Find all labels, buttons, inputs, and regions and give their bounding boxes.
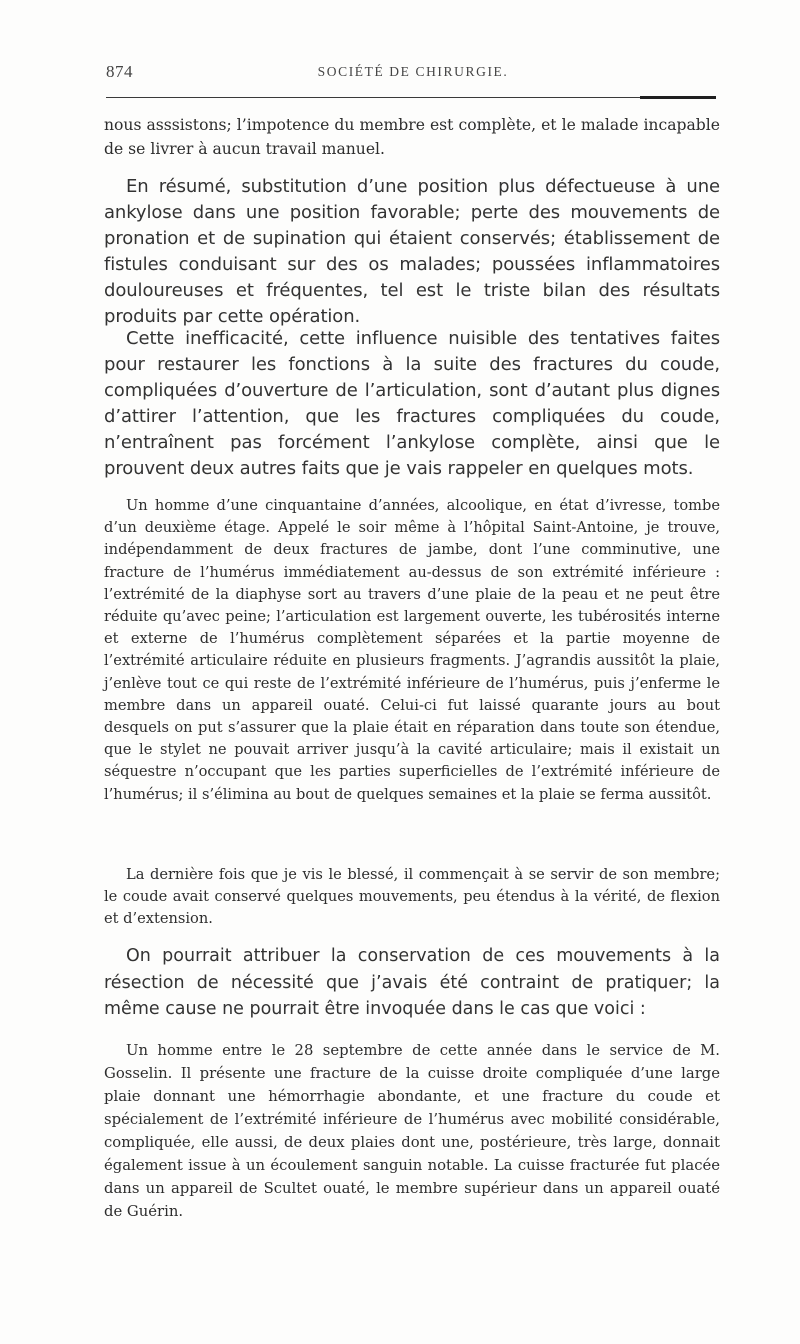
paragraph-summary xyxy=(104,174,720,330)
paragraph-text: nous asssistons; l’impotence du membre est complète, et le malade incapable de se livrer à aucun travail manuel. xyxy=(104,116,720,158)
paragraph-text: Cette inefficacité, cette influence nuisible des tentatives faites pour restaurer les fonctions à la suite des fractures du coude, compliquées d’ouverture de l’articulation, sont d’autant plus dignes d’attirer l’attention, que les fractures compliquées du coude, n’entraînent pas forcément l’ankylose complète, ainsi que le prouvent deux autres faits que je vais rappeler en quelques mots. xyxy=(104,328,720,479)
paragraph-text: Un homme d’une cinquantaine d’années, alcoolique, en état d’ivresse, tombe d’un deuxième étage. Appelé le soir même à l’hôpital Saint-Antoine, je trouve, indépendamment de deux fractures de jambe, dont l’une comminutive, une fracture de l’humérus immédiatement au-dessus de son extrémité inférieure : l’extrémité de la diaphyse sort au travers d’une plaie de la peau et ne peut être réduite qu’avec peine; l’articulation est largement ouverte, les tubérosités interne et externe de l’humérus complètement séparées et la partie moyenne de l’extrémité articulaire réduite en plusieurs fragments. J’agrandis aussitôt la plaie, j’enlève tout ce qui reste de l’extrémité inférieure de l’humérus, puis j’enferme le membre dans un appareil ouaté. Celui-ci fut laissé quarante jours au bout desquels on put s’assurer que la plaie était en réparation dans toute son étendue, que le stylet ne pouvait arriver jusqu’à la cavité articulaire; mais il existait un séquestre n’occupant que les parties superficielles de l’extrémité inférieure de l’humérus; il s’élimina au bout de quelques semaines et la plaie se ferma aussitôt. xyxy=(104,497,720,803)
paragraph-text: La dernière fois que je vis le blessé, il commençait à se servir de son membre; le coude avait conservé quelques mouvements, peu étendus à la vérité, de flexion et d’extension. xyxy=(104,866,720,928)
paragraph-inefficacy xyxy=(104,326,720,482)
paragraph-text: On pourrait attribuer la conservation de ces mouvements à la résection de nécessité que j’avais été contraint de pratiquer; la même cause ne pourrait être invoquée dans le cas que voici : xyxy=(104,946,720,1019)
page-header xyxy=(106,62,720,86)
header-rule xyxy=(106,97,716,98)
paragraph-case-two xyxy=(104,1039,720,1223)
paragraph-text: En résumé, substitution d’une position plus défectueuse à une ankylose dans une position favorable; perte des mouvements de pronation et de supination qui étaient conservés; établissement de fistules conduisant sur des os malades; poussées inflammatoires douloureuses et fréquentes, tel est le triste bilan des résultats produits par cette opération. xyxy=(104,176,720,327)
running-title: SOCIÉTÉ DE CHIRURGIE. xyxy=(317,64,509,79)
paragraph-case-one xyxy=(104,495,720,806)
paragraph-attribution xyxy=(104,943,720,1023)
paragraph-text: Un homme entre le 28 septembre de cette année dans le service de M. Gosselin. Il présente une fracture de la cuisse droite compliquée d’une large plaie donnant une hémorrhagie abondante, et une fracture du coude et spécialement de l’extrémité inférieure de l’humérus avec mobilité considérable, compliquée, elle aussi, de deux plaies dont une, postérieure, très large, donnait également issue à un écoulement sanguin notable. La cuisse fracturée fut placée dans un appareil de Scultet ouaté, le membre supérieur dans un appareil ouaté de Guérin. xyxy=(104,1042,720,1220)
paragraph-continuation xyxy=(104,113,720,161)
paragraph-last-visit xyxy=(104,864,720,931)
header-rule-accent xyxy=(640,96,716,99)
page-number: 874 xyxy=(106,62,133,81)
